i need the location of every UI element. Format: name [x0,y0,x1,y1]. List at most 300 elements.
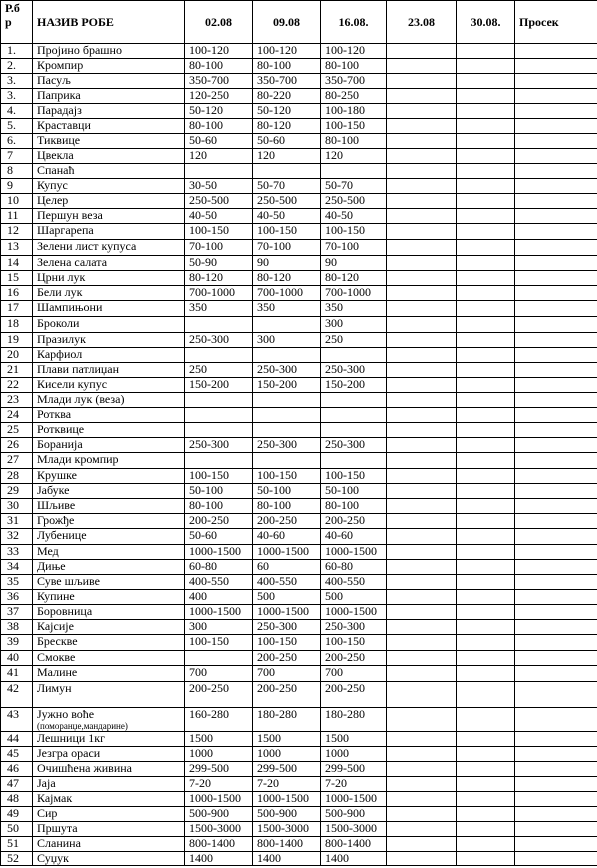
table-row [1,499,597,514]
price-date-4 [387,747,457,762]
price-date-3 [321,89,387,104]
row-number [1,747,33,762]
item-name [33,682,185,708]
price-date-2-text: 1000-1500 [257,544,309,558]
item-name [33,224,185,240]
price-date-3 [321,545,387,560]
item-name-text: Боранија [37,437,83,451]
row-number [1,792,33,807]
price-date-1-text: 50-60 [189,133,217,147]
table-row [1,590,597,605]
price-date-1-text: 250 [189,362,207,376]
table-row [1,240,597,256]
row-number-text: 30 [7,498,19,512]
item-name [33,301,185,317]
price-date-5 [457,301,515,317]
price-date-4 [387,792,457,807]
item-name-text: Диње [37,559,66,573]
price-date-2-text: 50-70 [257,178,285,192]
row-number [1,529,33,545]
price-date-3-text: 90 [325,255,337,269]
table-row [1,514,597,529]
price-average [515,747,597,762]
price-date-4 [387,423,457,438]
price-date-2-text: 120 [257,148,275,162]
price-date-5 [457,240,515,256]
row-number-text: 28 [7,468,19,482]
row-number-text: 8 [7,163,13,177]
price-date-4 [387,453,457,469]
table-row [1,762,597,777]
price-date-3-text: 80-250 [325,88,359,102]
price-date-1-text: 400 [189,589,207,603]
price-date-1 [185,453,253,469]
row-number [1,575,33,590]
price-date-2-text: 70-100 [257,239,291,253]
price-date-1-text: 50-100 [189,483,223,497]
table-row [1,194,597,209]
price-average [515,777,597,792]
item-name [33,514,185,529]
price-date-5 [457,682,515,708]
item-name-text: Суџук [37,851,69,865]
item-name [33,59,185,74]
price-date-5 [457,256,515,271]
row-number [1,59,33,74]
price-average [515,620,597,635]
price-average [515,348,597,363]
price-date-3 [321,560,387,575]
price-date-4 [387,499,457,514]
price-date-1-text: 250-300 [189,437,229,451]
row-number-text: 4. [7,103,16,117]
price-date-2-text: 40-60 [257,528,285,542]
price-date-1-text: 350 [189,300,207,314]
header-date-5: 30.08. [457,1,515,44]
price-date-2 [253,378,321,393]
item-name-text: Кисели купус [37,377,108,391]
price-date-3 [321,348,387,363]
price-date-1-text: 120-250 [189,88,229,102]
price-date-2 [253,575,321,590]
price-date-3 [321,164,387,179]
price-date-3 [321,271,387,286]
table-row [1,363,597,378]
price-date-2-text: 350 [257,300,275,314]
price-date-2 [253,666,321,682]
row-number-text: 24 [7,407,19,421]
header-average: Просек [515,1,597,44]
price-date-3 [321,682,387,708]
price-date-2-text: 800-1400 [257,836,303,850]
price-date-2 [253,529,321,545]
price-average [515,514,597,529]
row-number-text: 33 [7,544,19,558]
table-row [1,651,597,666]
price-date-4 [387,134,457,149]
price-date-5 [457,149,515,164]
price-date-5 [457,852,515,866]
table-row [1,682,597,708]
price-date-3-text: 250-500 [325,193,365,207]
item-name-text: Першун веза [37,208,103,222]
row-number [1,560,33,575]
price-date-1 [185,104,253,119]
price-date-3 [321,484,387,499]
price-average [515,164,597,179]
price-average [515,104,597,119]
price-date-3 [321,317,387,333]
item-name [33,438,185,453]
price-date-5 [457,209,515,224]
price-date-3 [321,837,387,852]
row-number-text: 2. [7,58,16,72]
item-name [33,852,185,866]
price-date-3 [321,514,387,529]
price-date-2 [253,651,321,666]
price-average [515,271,597,286]
price-date-3 [321,747,387,762]
item-name [33,271,185,286]
row-number [1,179,33,194]
price-date-1-text: 60-80 [189,559,217,573]
row-number-text: 3. [7,88,16,102]
price-date-5 [457,514,515,529]
price-date-3-text: 150-200 [325,377,365,391]
row-number-text: 38 [7,619,19,633]
price-average [515,378,597,393]
price-date-3-text: 7-20 [325,776,347,790]
price-date-1 [185,777,253,792]
price-date-5 [457,651,515,666]
price-date-1-text: 700-1000 [189,285,235,299]
price-date-4 [387,317,457,333]
price-date-5 [457,271,515,286]
price-date-1 [185,240,253,256]
price-date-1-text: 80-100 [189,58,223,72]
item-name-text: Целер [37,193,69,207]
price-date-1 [185,363,253,378]
price-date-4 [387,179,457,194]
price-date-3 [321,620,387,635]
item-name-text: Шаргарепа [37,223,94,237]
price-date-3 [321,635,387,651]
price-date-3-text: 100-150 [325,634,365,648]
item-name-text: Црни лук [37,270,86,284]
row-number-text: 20 [7,347,19,361]
price-date-2 [253,762,321,777]
price-date-4 [387,408,457,423]
price-date-5 [457,286,515,301]
price-date-1-text: 250-300 [189,332,229,346]
price-date-5 [457,545,515,560]
item-name [33,777,185,792]
item-name-text: Смокве [37,650,76,664]
item-name-text: Лешници 1кг [37,731,106,745]
price-date-1 [185,301,253,317]
item-name [33,423,185,438]
table-row [1,317,597,333]
price-date-1 [185,179,253,194]
price-date-5 [457,378,515,393]
row-number-text: 49 [7,806,19,820]
item-name [33,590,185,605]
table-row [1,852,597,866]
price-date-5 [457,529,515,545]
price-date-4 [387,149,457,164]
item-name-text: Сланина [37,836,81,850]
price-date-4 [387,514,457,529]
price-date-3 [321,104,387,119]
item-name-text: Брескве [37,634,78,648]
price-date-3 [321,149,387,164]
price-date-3-text: 120 [325,148,343,162]
price-date-3 [321,708,387,732]
price-date-4 [387,301,457,317]
price-date-2 [253,119,321,134]
price-date-2 [253,256,321,271]
row-number [1,333,33,348]
price-date-2 [253,89,321,104]
row-number [1,317,33,333]
price-date-2 [253,822,321,837]
item-name [33,408,185,423]
price-date-1 [185,529,253,545]
price-date-3-text: 80-100 [325,58,359,72]
row-number-text: 41 [7,665,19,679]
price-average [515,44,597,59]
price-average [515,149,597,164]
price-date-3-text: 180-280 [325,707,365,721]
price-date-1 [185,134,253,149]
item-name [33,317,185,333]
row-number-text: 44 [7,731,19,745]
price-date-1 [185,271,253,286]
row-number-text: 3. [7,73,16,87]
price-date-1 [185,666,253,682]
price-date-1-text: 30-50 [189,178,217,192]
table-row [1,59,597,74]
price-date-3 [321,807,387,822]
price-date-1 [185,560,253,575]
item-name-text: Јаја [37,776,56,790]
item-name [33,378,185,393]
price-date-3-text: 50-70 [325,178,353,192]
price-average [515,363,597,378]
price-date-1 [185,575,253,590]
price-average [515,499,597,514]
item-name [33,348,185,363]
item-name-text: Лимун [37,681,72,695]
price-average [515,194,597,209]
price-date-1-text: 150-200 [189,377,229,391]
price-date-2-text: 500 [257,589,275,603]
price-date-2 [253,453,321,469]
row-number [1,605,33,620]
item-name-text: Очишћена живина [37,761,132,775]
item-name-text: Мед [37,544,59,558]
item-name [33,179,185,194]
price-average [515,635,597,651]
price-date-4 [387,529,457,545]
price-date-2 [253,438,321,453]
price-date-2 [253,44,321,59]
price-date-1 [185,256,253,271]
row-number-text: 26 [7,437,19,451]
price-date-1 [185,149,253,164]
price-date-2-text: 80-100 [257,498,291,512]
row-number-text: 25 [7,422,19,436]
price-average [515,575,597,590]
item-name [33,194,185,209]
price-date-5 [457,635,515,651]
price-date-4 [387,256,457,271]
item-subnote: (поморанџе,мандарине) [37,721,128,731]
price-date-1 [185,438,253,453]
table-row [1,635,597,651]
price-date-5 [457,708,515,732]
price-date-1 [185,514,253,529]
price-date-2-text: 250-300 [257,619,297,633]
table-row [1,348,597,363]
price-date-5 [457,777,515,792]
price-date-3-text: 1000-1500 [325,544,377,558]
price-average [515,438,597,453]
table-row [1,484,597,499]
price-average [515,732,597,747]
header-date-2: 09.08 [253,1,321,44]
item-name [33,747,185,762]
table-row [1,453,597,469]
row-number-text: 11 [7,208,19,222]
price-date-1 [185,194,253,209]
price-date-1-text: 160-280 [189,707,229,721]
table-row [1,104,597,119]
price-average [515,179,597,194]
item-name [33,732,185,747]
table-row [1,134,597,149]
item-name [33,333,185,348]
price-date-3 [321,590,387,605]
item-name-text: Пројино брашно [37,43,122,57]
price-date-1-text: 50-120 [189,103,223,117]
item-name [33,545,185,560]
price-date-3-text: 500 [325,589,343,603]
item-name [33,822,185,837]
price-date-3-text: 100-180 [325,103,365,117]
price-date-2 [253,514,321,529]
price-date-5 [457,666,515,682]
row-number-text: 46 [7,761,19,775]
item-name [33,453,185,469]
price-date-2 [253,348,321,363]
price-date-2 [253,469,321,484]
table-row [1,119,597,134]
price-date-4 [387,89,457,104]
table-row [1,807,597,822]
price-date-3-text: 100-150 [325,468,365,482]
price-date-4 [387,620,457,635]
price-date-1 [185,89,253,104]
item-name [33,469,185,484]
price-date-2 [253,286,321,301]
item-name-text: Грожђе [37,513,75,527]
row-number-text: 42 [7,681,19,695]
row-number-text: 47 [7,776,19,790]
price-date-3-text: 100-150 [325,118,365,132]
price-date-2 [253,149,321,164]
price-date-5 [457,762,515,777]
price-date-3-text: 50-100 [325,483,359,497]
price-date-2 [253,708,321,732]
price-date-1-text: 350-700 [189,73,229,87]
table-row [1,620,597,635]
price-date-3 [321,651,387,666]
price-date-4 [387,807,457,822]
price-date-2 [253,732,321,747]
price-date-3-text: 40-50 [325,208,353,222]
price-date-3-text: 80-100 [325,133,359,147]
item-name [33,651,185,666]
row-number-text: 50 [7,821,19,835]
price-date-4 [387,44,457,59]
row-number-text: 23 [7,392,19,406]
price-date-5 [457,620,515,635]
price-date-2 [253,792,321,807]
table-row [1,256,597,271]
price-date-2 [253,423,321,438]
price-date-1-text: 1000-1500 [189,791,241,805]
price-average [515,469,597,484]
price-date-3-text: 500-900 [325,806,365,820]
price-date-4 [387,837,457,852]
price-date-3 [321,792,387,807]
price-date-1 [185,822,253,837]
price-date-3 [321,74,387,89]
price-date-2 [253,605,321,620]
price-date-4 [387,732,457,747]
row-number-text: 9 [7,178,13,192]
price-date-1-text: 500-900 [189,806,229,820]
item-name [33,605,185,620]
row-number [1,822,33,837]
row-number [1,469,33,484]
price-date-5 [457,179,515,194]
table-row [1,333,597,348]
price-date-3 [321,179,387,194]
price-date-4 [387,560,457,575]
price-date-1 [185,620,253,635]
price-date-3-text: 1400 [325,851,349,865]
price-date-2-text: 1000 [257,746,281,760]
price-date-1 [185,59,253,74]
row-number [1,514,33,529]
price-date-3-text: 80-100 [325,498,359,512]
price-date-1 [185,164,253,179]
price-average [515,89,597,104]
price-date-2 [253,240,321,256]
price-date-2-text: 1000-1500 [257,604,309,618]
row-number-text: 15 [7,270,19,284]
price-date-1 [185,807,253,822]
price-date-2-text: 50-100 [257,483,291,497]
price-date-2-text: 250-300 [257,437,297,451]
row-number [1,777,33,792]
price-date-5 [457,423,515,438]
price-average [515,682,597,708]
price-date-4 [387,119,457,134]
price-date-2 [253,209,321,224]
